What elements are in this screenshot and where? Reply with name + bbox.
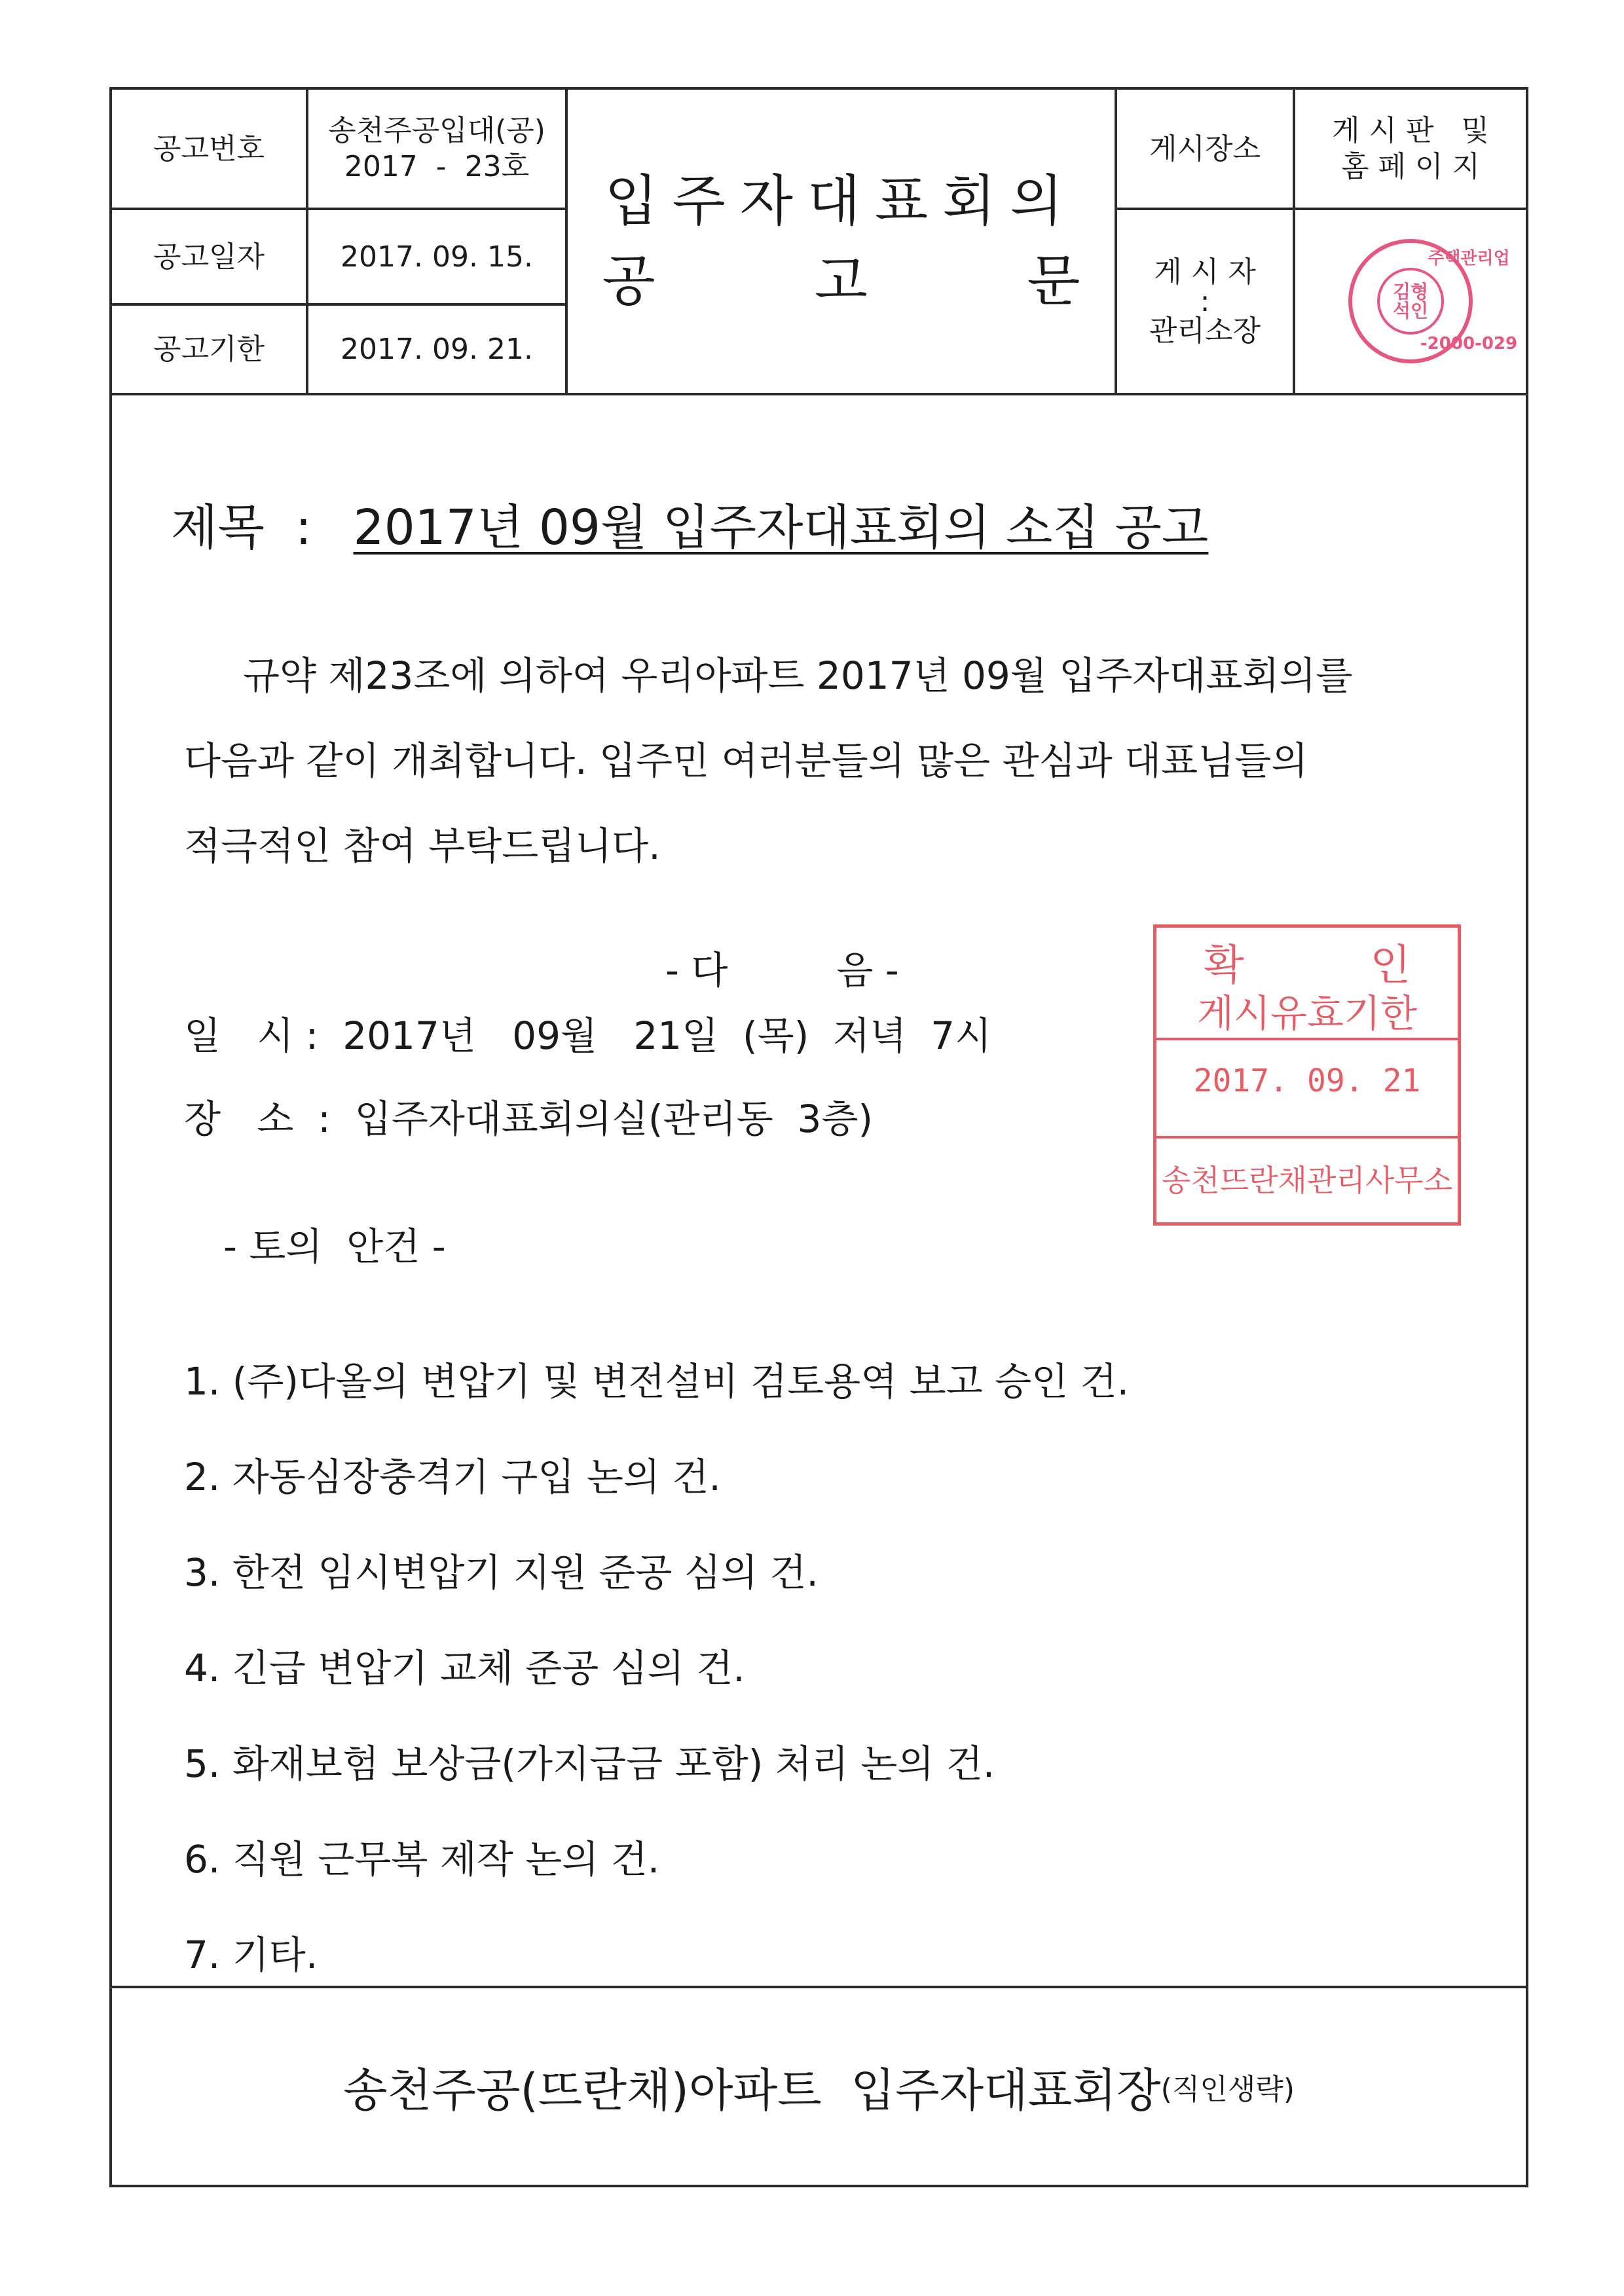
stamp-date: 2017. 09. 21 [1193,1063,1421,1099]
posting-validity-stamp [1153,924,1461,1226]
notice-number-value-1: 송천주공입대(공) [328,114,545,147]
stamp-divider [1156,1038,1458,1040]
poster-label-2: 관리소장 [1149,314,1261,348]
agenda-list [184,1334,1129,2003]
posting-place-label: 게시장소 [1149,132,1261,166]
agenda-item: 5. 화재보험 보상금(가지급금 포함) 처리 논의 건. [184,1741,995,1786]
seal-inner [1377,268,1444,335]
subject-label: 제목 : [171,500,312,556]
datetime-label: 일 시 [184,1013,294,1058]
subject-text: 2017년 09월 입주자대표회의 소집 공고 [353,500,1209,556]
deadline-value-cell [308,306,565,393]
agenda-heading: - 토의 안건 - [223,1224,446,1269]
notice-number-value-2: 2017 - 23호 [344,150,530,183]
place-value: 입주자대표회의실(관리동 3층) [354,1097,874,1141]
manager-seal [1348,239,1518,363]
meeting-place: 장 소 : 입주자대표회의실(관리동 3층) [184,1097,874,1141]
agenda-item: 4. 긴급 변압기 교체 준공 심의 건. [184,1646,745,1690]
posting-place-value-2: 홈 페 이 지 [1341,150,1480,183]
footer-seal-omitted: (직인생략) [1160,2073,1295,2106]
posting-place-value-1: 게 시 판 및 [1332,114,1489,147]
deadline-label: 공고기한 [153,333,265,366]
next-heading: - 다 음 - [665,948,899,993]
notice-title-line2 [602,242,1080,321]
notice-date-value-cell [308,210,565,303]
body-paragraph [184,633,1467,888]
deadline-label-cell [112,306,306,393]
stamp-confirm: 확 인 [1203,941,1411,990]
agenda-item: 6. 직원 근무복 제작 논의 건. [184,1837,660,1882]
seal-inner-text: 김형 석인 [1392,280,1429,321]
datetime-value: 2017년 09월 21일 (목) 저녁 7시 [342,1013,992,1058]
deadline-value: 2017. 09. 21. [341,333,533,366]
notice-date-label: 공고일자 [153,240,265,274]
poster-label-cell [1117,210,1293,393]
notice-date-label-cell [112,210,306,303]
stamp-validity-label: 게시유효기한 [1196,991,1418,1036]
notice-number-label: 공고번호 [153,132,265,166]
seal-rim-top: 주택관리업 [1428,249,1510,268]
agenda-item: 7. 기타. [184,1933,318,1977]
notice-number-value-cell [308,90,565,208]
notice-title-line1: 입주자대표회의 [604,168,1078,233]
subject-line [171,489,1208,558]
body-line-1: 규약 제23조에 의하여 우리아파트 2017년 09월 입주자대표회의를 [243,653,1353,698]
agenda-item: 1. (주)다올의 변압기 및 변전설비 검토용역 보고 승인 건. [184,1359,1130,1404]
stamp-divider [1156,1136,1458,1139]
seal-rim-bottom: -2000-029 [1420,333,1518,354]
body-line-2: 다음과 같이 개최합니다. 입주민 여러분들의 많은 관심과 대표님들의 [184,738,1308,783]
stamp-office: 송천뜨란채관리사무소 [1161,1163,1453,1198]
agenda-item: 3. 한전 임시변압기 지원 준공 심의 건. [184,1550,819,1595]
notice-title-char: 문 [1027,248,1080,313]
body-line-3: 적극적인 참여 부탁드립니다. [184,824,661,868]
place-label: 장 소 [184,1097,294,1141]
notice-number-label-cell [112,90,306,208]
header-table [112,90,1526,395]
notice-frame [109,87,1528,2187]
notice-date-value: 2017. 09. 15. [341,240,533,274]
footer-main: 송천주공(뜨란채)아파트 입주자대표회장 [342,2063,1161,2117]
notice-title-char: 공 [602,248,655,313]
meeting-datetime: 일 시 : 2017년 09월 21일 (목) 저녁 7시 [184,1013,992,1058]
poster-seal-cell [1295,210,1526,393]
posting-place-label-cell [1117,90,1293,208]
notice-title-char: 고 [814,248,868,313]
poster-label-colon: : [1200,284,1210,318]
posting-place-value-cell [1295,90,1526,208]
agenda-item: 2. 자동심장충격기 구입 논의 건. [184,1455,721,1499]
notice-title-cell [568,90,1115,393]
footer-signature [112,1988,1526,2185]
poster-label-1: 게 시 자 [1154,255,1256,289]
